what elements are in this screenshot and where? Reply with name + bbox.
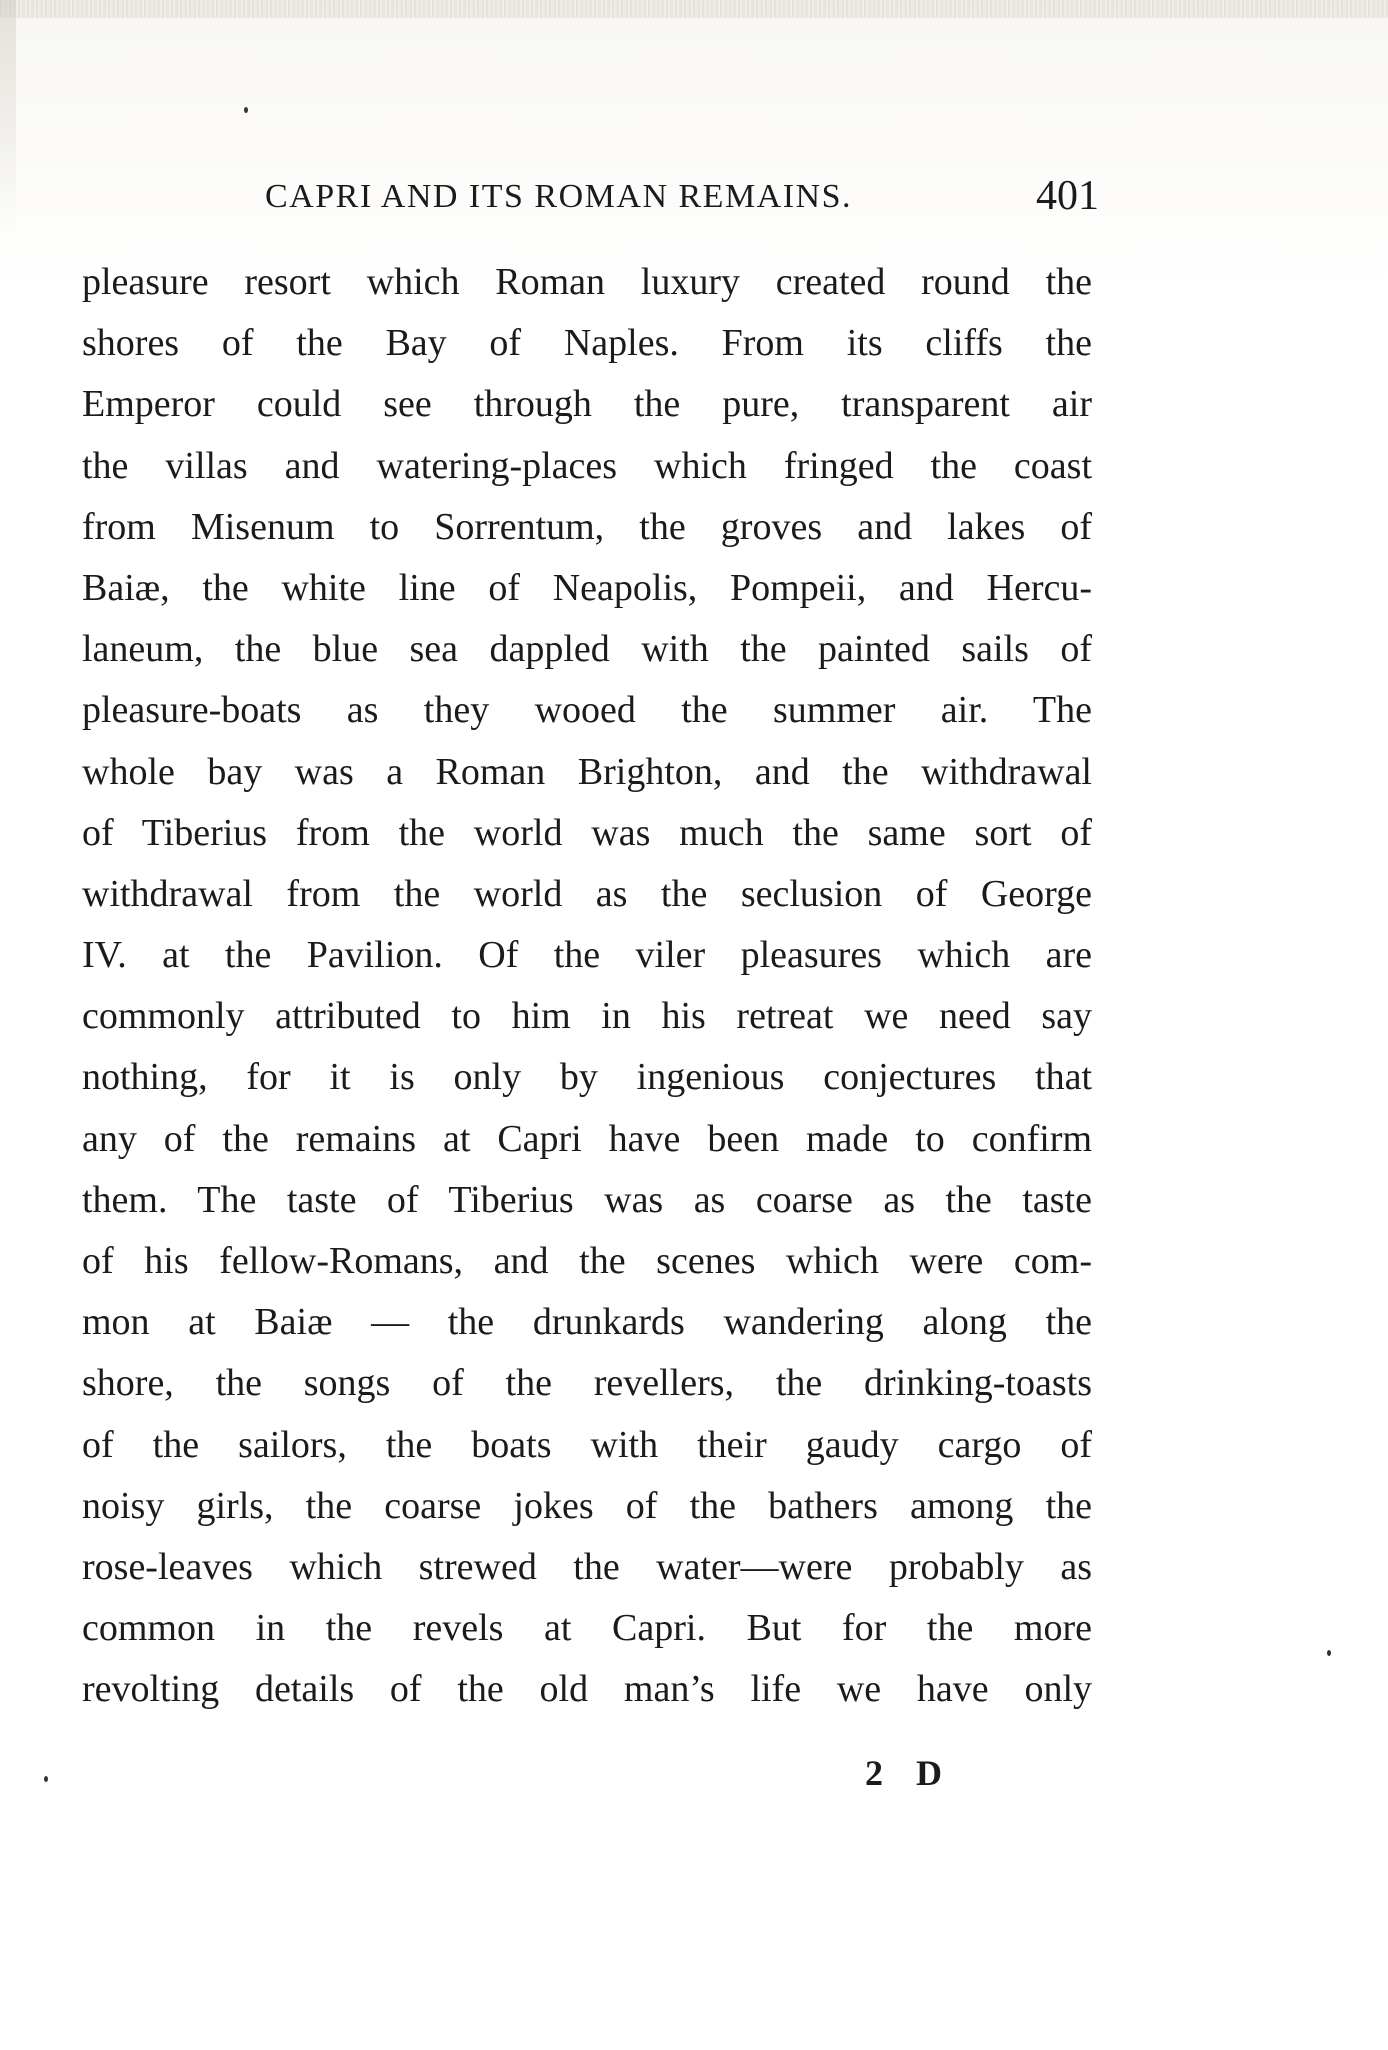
text-line: shores of the Bay of Naples. From its cliffs the: [82, 322, 1092, 365]
signature-mark: 2 D: [865, 1753, 954, 1793]
text-line: of his fellow-Romans, and the scenes which were com-: [82, 1240, 1092, 1282]
text-line: any of the remains at Capri have been made to confirm: [82, 1117, 1092, 1160]
text-line: revolting details of the old man’s life we have only: [82, 1668, 1092, 1711]
page-number: 401: [1036, 173, 1099, 219]
text-line: IV. at the Pavilion. Of the viler pleasures which are: [82, 934, 1092, 977]
text-line: mon at Baiæ — the drunkards wandering along the: [82, 1301, 1092, 1344]
text-line: withdrawal from the world as the seclusion of George: [82, 872, 1092, 915]
text-line: them. The taste of Tiberius was as coarse as the taste: [82, 1178, 1092, 1221]
text-line: the villas and watering-places which fringed the coast: [82, 444, 1092, 487]
text-line: commonly attributed to him in his retreat we need say: [82, 995, 1092, 1038]
text-line: whole bay was a Roman Brighton, and the withdrawal: [82, 750, 1092, 793]
body-text: [82, 252, 1092, 1721]
text-line: of the sailors, the boats with their gaudy cargo of: [82, 1423, 1092, 1466]
text-line: Baiæ, the white line of Neapolis, Pompeii, and Hercu-: [82, 566, 1092, 609]
text-line: common in the revels at Capri. But for the more: [82, 1607, 1092, 1650]
scan-speck: [244, 107, 248, 113]
scan-top-edge: [0, 0, 1388, 18]
running-title: CAPRI AND ITS ROMAN REMAINS.: [265, 178, 853, 215]
text-line: pleasure resort which Roman luxury created round the: [82, 261, 1092, 303]
text-line: from Misenum to Sorrentum, the groves and lakes of: [82, 505, 1092, 548]
text-line: pleasure-boats as they wooed the summer air. The: [82, 689, 1092, 732]
scan-left-edge: [0, 0, 16, 240]
text-line: Emperor could see through the pure, transparent air: [82, 383, 1092, 426]
text-line: shore, the songs of the revellers, the drinking-toasts: [82, 1362, 1092, 1405]
text-line: noisy girls, the coarse jokes of the bathers among the: [82, 1484, 1092, 1527]
scan-speck: [1327, 1650, 1331, 1656]
text-line: of Tiberius from the world was much the same sort of: [82, 811, 1092, 854]
text-line: nothing, for it is only by ingenious conjectures that: [82, 1056, 1092, 1099]
scan-speck: [44, 1776, 48, 1782]
text-line: laneum, the blue sea dappled with the painted sails of: [82, 628, 1092, 671]
running-head: [265, 172, 1099, 228]
text-line: rose-leaves which strewed the water—were probably as: [82, 1545, 1092, 1588]
